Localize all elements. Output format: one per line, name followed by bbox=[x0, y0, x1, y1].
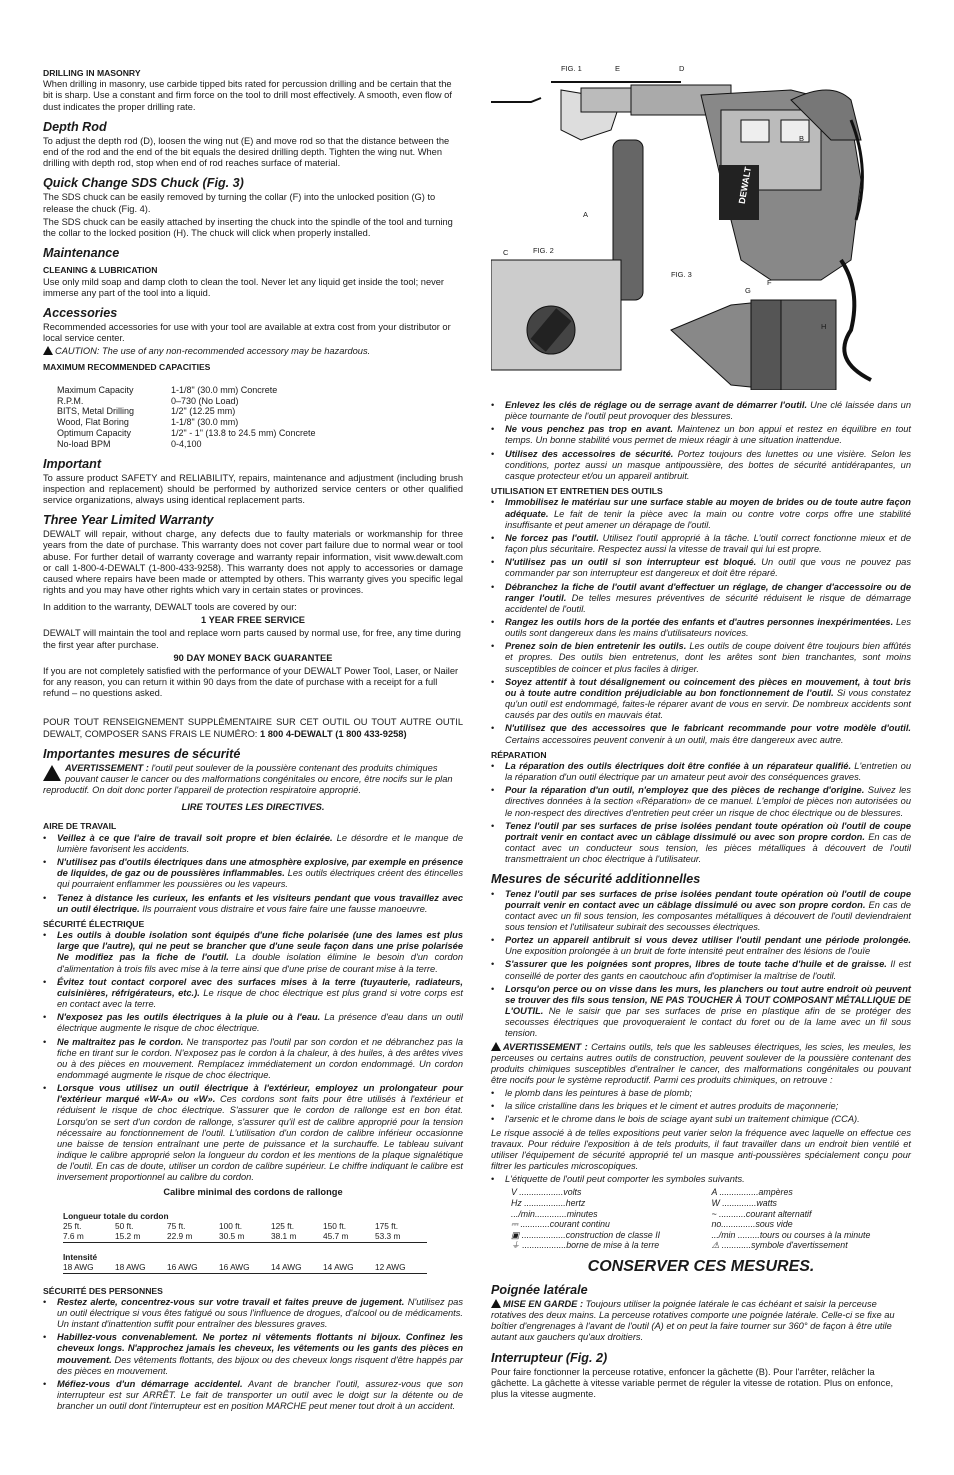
list-item: • Ne maltraitez pas le cordon. Ne transportez pas l'outil par son cordon et ne débranchez pas la fiche en tirant sur le cordon. N'exposez pas le cordon à la chaleur, à des huiles, à des arêtes vives ou à des pièces en mouvement. Remplacez immédiatement un cordon endommagé. Un cordon endommagé augmente le risque de choc électrique. bbox=[43, 1037, 463, 1082]
conserver-heading: CONSERVER CES MESURES. bbox=[587, 1257, 815, 1275]
table-row: 25 ft. 50 ft. 75 ft. 100 ft. 125 ft. 150 ft. 175 ft. bbox=[63, 1220, 399, 1231]
section-heading: UTILISATION ET ENTRETIEN DES OUTILS bbox=[491, 486, 663, 497]
paragraph: MISE EN GARDE : Toujours utiliser la poignée latérale le cas échéant et saisir la perceuse rotatives des deux mains. La perceuse rotatives comporte une poignée latérale. Celle-ci se fixe au boîtier d'engrenages à l'avant de l'outil (A) et on peut la faire tourner sur 360° de façon à être utile autant aux gauchers qu'aux droitiers. bbox=[491, 1299, 895, 1343]
section-heading: Three Year Limited Warranty bbox=[43, 513, 214, 528]
callout-b: B bbox=[799, 134, 805, 143]
section-heading: AIRE DE TRAVAIL bbox=[43, 821, 117, 832]
callout-a: A bbox=[583, 210, 589, 219]
section-heading: SÉCURITÉ ÉLECTRIQUE bbox=[43, 918, 145, 929]
warning-icon bbox=[491, 1299, 501, 1308]
paragraph: Pour faire fonctionner la perceuse rotative, enfoncer la gâchette (B). Pour l'arrêter, relâcher la gâchette. La gâchette à vitesse variable permet de réguler la vitesse de rotation. Plus on enfonce, plus la vitesse augmente. bbox=[491, 1366, 894, 1400]
bullet-list bbox=[491, 761, 911, 865]
callout-h: H bbox=[821, 322, 827, 331]
paragraph: Recommended accessories for use with your tool are available at extra cost from your distributor or local service center. bbox=[43, 321, 451, 344]
list-item: • N'utilisez que des accessoires que le fabricant recommande pour votre modèle d'outil. Certains accessoires peuvent convenir à un outil, mais être dangereux avec autre. bbox=[491, 723, 911, 745]
callout-f: F bbox=[767, 278, 772, 287]
callout-d: D bbox=[679, 64, 685, 73]
list-item: • Lorsque vous utilisez un outil électrique à l'extérieur, employez un prolongateur pour l'extérieur marqué «W-A» ou «W». Ces cordons sont faits pour être utilisés à l'extérieur et réduisent le risque de choc électrique. S'assurer que le cordon de rallonge est en bon état. Lorsqu'on se sert d'un cordon de rallonge, s'assurer qu'il est de calibre approprié pour la tension nécessaire au fonctionnement de l'outil. L'utilisation d'un cordon de calibre inférieur occasionne une baisse de tension entraînant une perte de puissance et la surchauffe. Le tableau suivant indique le calibre approprié selon la longueur du cordon et les mentions de la plaque signalétique de l'outil. En cas de doute, utiliser un cordon de calibre supérieur. Le chiffre indiquant le calibre est inversement proportionnel au calibre du cordon. bbox=[43, 1083, 463, 1183]
bullet-list bbox=[43, 1297, 463, 1413]
section-heading: LIRE TOUTES LES DIRECTIVES. bbox=[181, 802, 325, 813]
list-item: • Évitez tout contact corporel avec des surfaces mises à la terre (tuyauterie, radiateurs, cuisinières, réfrigérateurs, etc.). Le risque de choc électrique est plus grand si votre corps est en contact avec la terre. bbox=[43, 977, 463, 1010]
callout-c: C bbox=[503, 248, 509, 257]
section-heading: RÉPARATION bbox=[491, 749, 547, 760]
table-row: BITS, Metal Drilling 1/2" (12.25 mm) bbox=[57, 406, 236, 417]
bullet-list bbox=[43, 930, 463, 1183]
bullet-list bbox=[43, 833, 463, 915]
list-item: • Méfiez-vous d'un démarrage accidentel. Avant de brancher l'outil, assurez-vous que son interrupteur est sur ARRÊT. Le fait de transporter un outil avec le doigt sur la détente ou de brancher un outil dont l'interrupteur est en position MARCHE peut mener tout droit à un accident. bbox=[43, 1379, 463, 1412]
callout-g: G bbox=[745, 286, 751, 295]
list-item: • Les outils à double isolation sont équipés d'une fiche polarisée (une des lames est plus large que l'autre), qui ne peut se brancher que d'une seule façon dans une prise polarisée Ne modifiez pas la fiche de l'outil. La double isolation élimine le besoin d'un cordon d'alimentation à trois fils avec mise à la terre ainsi que d'une prise de courant mise à la terre. bbox=[43, 930, 463, 975]
left-column bbox=[43, 64, 463, 1414]
list-item: • la silice cristalline dans les briques et le ciment et autres produits de maçonnerie; bbox=[491, 1101, 911, 1112]
list-item: • Portez un appareil antibruit si vous devez utiliser l'outil pendant une période prolongée. Une exposition prolongée à un bruit de forte intensité peut entraîner des lésions de l'ouïe bbox=[491, 935, 911, 957]
table-row: Hz .................hertz W ..............watts bbox=[511, 1197, 777, 1208]
list-item: • Lorsqu'on perce ou on visse dans les murs, les planchers ou tout autre endroit où peuvent se trouver des fils sous tension, NE PAS TOUCHER À TOUT COMPOSANT MÉTALLIQUE DE L'OUTIL. Ne le saisir que par ses surfaces de prise en plastique afin de se protéger des secousses électriques que provoqueraient le contact du foret ou de la lame avec un fil sous tension. bbox=[491, 984, 911, 1040]
bullet-list bbox=[491, 1088, 911, 1125]
fig3-label: FIG. 3 bbox=[671, 270, 692, 279]
table-row: ⎓ ............courant continu no..............sous vide bbox=[511, 1219, 793, 1230]
brand-logo-text: DEWALT bbox=[736, 166, 754, 205]
list-item: • Immobilisez le matériau sur une surface stable au moyen de brides ou de toute autre façon adéquate. Le fait de tenir la pièce avec la main ou contre votre corps offre une stabilité insuffisante et peut amener un dérapage de l'outil. bbox=[491, 497, 911, 530]
section-heading: Important bbox=[43, 456, 102, 471]
section-heading: Depth Rod bbox=[43, 119, 107, 134]
list-item: • Pour la réparation d'un outil, n'employez que des pièces de rechange d'origine. Suivez les directives données à la section «Réparation» de ce manuel. L'emploi de pièces non autorisées ou le non-respect des directives d'entretien peut créer un risque de choc électrique ou de blessures. bbox=[491, 785, 911, 818]
paragraph: In addition to the warranty, DEWALT tools are covered by our: bbox=[43, 602, 297, 613]
table-row: 18 AWG 18 AWG 16 AWG 16 AWG 14 AWG 14 AWG 12 AWG bbox=[63, 1261, 406, 1272]
section-heading: 1 YEAR FREE SERVICE bbox=[200, 615, 306, 626]
paragraph: Use only mild soap and damp cloth to clean the tool. Never let any liquid get inside the tool; never immerse any part of the tool into a liquid. bbox=[43, 276, 445, 298]
section-heading: Maintenance bbox=[43, 246, 120, 261]
list-item: • Débranchez la fiche de l'outil avant d'effectuer un réglage, de changer d'accessoire ou de ranger l'outil. De telles mesures préventives de sécurité réduisent le risque de démarrage accidentel de l'outil. bbox=[491, 582, 911, 615]
list-item: • Restez alerte, concentrez-vous sur votre travail et faites preuve de jugement. N'utilisez pas un outil électrique si vous êtes fatigué ou sous l'influence de drogues, d'alcool ou de médicaments. Un instant d'inattention suffit pour entraîner des blessures graves. bbox=[43, 1297, 463, 1330]
caution-line: CAUTION: The use of any non-recommended accessory may be hazardous. bbox=[43, 346, 463, 357]
bullet-list bbox=[491, 400, 911, 482]
list-item: • Tenez l'outil par ses surfaces de prise isolées pendant toute opération où l'outil de coupe pourrait venir en contact avec un câblage dissimulé ou avec son propre cordon. En cas de contact avec un fil sous tension, les composantes métalliques à découvert de l'outil deviendraient sous tension et l'utilisateur subirait des secousses électriques. bbox=[491, 889, 911, 934]
table-row: ▣ ..................construction de classe II .../min .........tours ou courses à la minute bbox=[511, 1229, 871, 1240]
paragraph: To assure product SAFETY and RELIABILITY, repairs, maintenance and adjustment (including brush inspection and replacement) should be performed by authorized service centers or other qualified service organizations, always using identical replacement parts. bbox=[43, 472, 463, 505]
paragraph: DEWALT will maintain the tool and replace worn parts caused by normal use, for free, any time during the first year after purchase. bbox=[43, 628, 461, 650]
cord-table bbox=[63, 1212, 463, 1274]
list-item: • N'utilisez pas un outil si son interrupteur est bloqué. Un outil que vous ne pouvez pas commander par son interrupteur est dangereux et doit être réparé. bbox=[491, 557, 911, 579]
warning-paragraph: AVERTISSEMENT : l'outil peut soulever de la poussière contenant des produits chimiques pouvant causer le cancer ou des malformations congénitales ou encore, être nocifs sur le plan reproductif. On doit donc porter l'appareil de protection respiratoire approprié. bbox=[43, 762, 453, 796]
section-heading: SÉCURITÉ DES PERSONNES bbox=[43, 1285, 163, 1296]
paragraph: DEWALT will repair, without charge, any defects due to faulty materials or workmanship for three years from the date of purchase. This warranty does not cover part failure due to normal wear or tool abuse. For further detail of warranty coverage and warranty repair information, visit www.dewalt.com or call 1-800-4-DEWALT (1-800-433-9258). This warranty does not apply to accessories or damage caused where repairs have been made or attempted by others. This warranty gives you specific legal rights and you may have other rights which vary in certain states or provinces. bbox=[43, 529, 463, 595]
list-item: • l'arsenic et le chrome dans le bois de sciage ayant subi un traitement chimique (CCA). bbox=[491, 1114, 911, 1125]
list-item: • Habillez-vous convenablement. Ne portez ni vêtements flottants ni bijoux. Confinez les cheveux longs. N'approchez jamais les cheveux, les vêtements ou les gants des pièces en mouvement. Des vêtements flottants, des bijoux ou des cheveux longs risquent d'être happés par des pièces en mouvement. bbox=[43, 1332, 463, 1377]
section-heading: 90 DAY MONEY BACK GUARANTEE bbox=[173, 652, 333, 663]
cord-length-head: Longueur totale du cordon bbox=[63, 1210, 169, 1221]
capacity-table bbox=[43, 385, 321, 450]
section-heading: Importantes mesures de sécurité bbox=[43, 746, 241, 761]
symbol-table bbox=[511, 1187, 911, 1250]
bullet-list bbox=[491, 497, 911, 745]
section-heading: DRILLING IN MASONRY bbox=[43, 68, 141, 78]
section-heading: MAXIMUM RECOMMENDED CAPACITIES bbox=[43, 362, 211, 373]
list-item: • Soyez attentif à tout désalignement ou coincement des pièces en mouvement, à tout bris ou à toute autre condition préjudiciable au bon fonctionnement de l'outil. Si vous constatez qu'un outil est endommagé, faites-le réparer avant de vous en servir. De nombreux accidents sont causés par des outils en mauvais état. bbox=[491, 677, 911, 722]
table-row: .../min.............minutes ~ ...........courant alternatif bbox=[511, 1208, 812, 1219]
section-heading: Accessories bbox=[43, 305, 118, 320]
table-row: ⏚ ..................borne de mise à la terre ⚠ ............symbole d'avertissement bbox=[511, 1240, 848, 1251]
paragraph: When drilling in masonry, use carbide tipped bits rated for percussion drilling and be certain that the bit is sharp. Use a constant and firm force on the tool to drill most effectively. A smooth, even flow of dust indicates the proper drilling rate. bbox=[43, 79, 452, 112]
list-item: • S'assurer que les poignées sont propres, libres de toute tache d'huile et de graisse. Il est conseillé de porter des gants en caoutchouc afin d'optimiser la maîtrise de l'outil. bbox=[491, 959, 911, 981]
fig2-label: FIG. 2 bbox=[533, 246, 554, 255]
list-item: • Prenez soin de bien entretenir les outils. Les outils de coupe doivent être toujours bien affûtés et propres. Des outils bien entretenus, dont les arêtes sont bien tranchantes, sont moins susceptibles de coincer et plus faciles à diriger. bbox=[491, 641, 911, 674]
list-item: • le plomb dans les peintures à base de plomb; bbox=[491, 1088, 911, 1099]
section-heading: Mesures de sécurité additionnelles bbox=[491, 872, 701, 887]
list-item: • Veillez à ce que l'aire de travail soit propre et bien éclairée. Le désordre et le manque de lumière favorisent les accidents. bbox=[43, 833, 463, 855]
paragraph: If you are not completely satisfied with the performance of your DEWALT Power Tool, Laser, or Nailer for any reason, you can return it within 90 days from the date of purchase with a receipt for a full refund – no questions asked. bbox=[43, 665, 459, 699]
section-heading: Poignée latérale bbox=[491, 1282, 588, 1297]
list-item: • Ne vous penchez pas trop en avant. Maintenez un bon appui et restez en équilibre en tout temps. Un bonne stabilité vous permet de mieux réagir à une situation inattendue. bbox=[491, 424, 911, 446]
table-title: Calibre minimal des cordons de rallonge bbox=[163, 1186, 343, 1197]
section-heading: CLEANING & LUBRICATION bbox=[43, 265, 158, 276]
table-row: Wood, Flat Boring 1-1/8" (30.0 mm) bbox=[57, 417, 239, 428]
table-row: Maximum Capacity 1-1/8" (30.0 mm) Concrete bbox=[57, 384, 278, 395]
paragraph: POUR TOUT RENSEIGNEMENT SUPPLÉMENTAIRE SUR CET OUTIL OU TOUT AUTRE OUTIL DEWALT, COMPOSER SANS FRAIS LE NUMÉRO: 1 800 4-DEWALT (1 800 433-9258) bbox=[43, 717, 463, 739]
section-heading: Interrupteur (Fig. 2) bbox=[491, 1350, 608, 1365]
table-row: 7.6 m 15.2 m 22.9 m 30.5 m 38.1 m 45.7 m 53.3 m bbox=[63, 1232, 427, 1242]
list-item: • N'utilisez pas d'outils électriques dans une atmosphère explosive, par exemple en présence de liquides, de gaz ou de poussières inflammables. Les outils électriques créent des étincelles qui pourraient enflammer les poussières ou les vapeurs. bbox=[43, 857, 463, 890]
paragraph: Le risque associé à de telles expositions peut varier selon la fréquence avec laquelle on effectue ces travaux. Pour réduire l'exposition à de tels produits, il faut travailler dans un endroit bien ventilé et utiliser l'équipement de sécurité approprié tel un masque anti-poussières spécialement conçu pour filtrer les particules microscopiques. bbox=[491, 1127, 911, 1172]
warning-paragraph: AVERTISSEMENT : Certains outils, tels que les sableuses électriques, les scies, les meules, les perceuses ou certains autres outils de construction, peuvent soulever de la poussière contenant des produits chimiques susceptibles d'entraîner le cancer, des malformations congénitales ou pouvant être nocifs pour le système reproductif. Parmi ces produits chimiques, on retrouve : bbox=[491, 1041, 911, 1086]
bullet-list bbox=[491, 889, 911, 1040]
drill-illustration bbox=[491, 60, 911, 390]
table-row: V ..................volts A ................ampères bbox=[511, 1187, 793, 1198]
warning-icon bbox=[43, 765, 61, 781]
callout-e: E bbox=[615, 64, 621, 73]
right-column bbox=[491, 400, 911, 1402]
table-row: R.P.M. 0–730 (No Load) bbox=[57, 395, 239, 406]
list-item: • N'exposez pas les outils électriques à la pluie ou à l'eau. La présence d'eau dans un outil électrique augmente le risque de choc électrique. bbox=[43, 1012, 463, 1034]
paragraph: The SDS chuck can be easily removed by turning the collar (F) into the unlocked position (G) to release the chuck (Fig. 4). bbox=[43, 192, 436, 214]
list-item: • Tenez à distance les curieux, les enfants et les visiteurs pendant que vous travaillez avec un outil électrique. Ils pourraient vous distraire et vous faire faire une fausse manoeuvre. bbox=[43, 893, 463, 915]
table-row: Optimum Capacity 1/2" - 1" (13.8 to 24.5 mm) Concrete bbox=[57, 427, 316, 438]
list-item: • Utilisez des accessoires de sécurité. Portez toujours des lunettes ou une visière. Selon les conditions, portez aussi un masque antipoussière, des bottes de sécurité antidérapantes, un casque protecteur et/ou un appareil antibruit. bbox=[491, 449, 911, 482]
list-item: • Rangez les outils hors de la portée des enfants et d'autres personnes inexpérimentées. Les outils sont dangereux dans les mains d'utilisateurs novices. bbox=[491, 617, 911, 639]
list-item: • Enlevez les clés de réglage ou de serrage avant de démarrer l'outil. Une clé laissée dans un pièce tournante de l'outil peut provoquer des blessures. bbox=[491, 400, 911, 422]
warning-icon bbox=[491, 1042, 501, 1051]
list-item: • L'étiquette de l'outil peut comporter les symboles suivants. bbox=[491, 1174, 911, 1185]
fig1-label: FIG. 1 bbox=[561, 64, 582, 73]
warning-icon bbox=[43, 346, 53, 355]
list-item: • Ne forcez pas l'outil. Utilisez l'outil approprié à la tâche. L'outil correct fonctionne mieux et de façon plus sécuritaire. Respectez aussi la vitesse de travail qui lui est propre. bbox=[491, 533, 911, 555]
paragraph: The SDS chuck can be easily attached by inserting the chuck into the spindle of the tool and turning the collar to the locked position (H). The chuck will click when properly installed. bbox=[43, 216, 453, 238]
table-row: No-load BPM 0-4,100 bbox=[57, 438, 202, 449]
paragraph: To adjust the depth rod (D), loosen the wing nut (E) and move rod so that the distance between the end of the rod and the end of the bit equals the desired drilling depth. Tighten the wing nut. When drilling with depth rod, stop when end of rod reaches surface of material. bbox=[43, 135, 450, 169]
bullet-list bbox=[491, 1174, 911, 1185]
cord-int-head: Intensité bbox=[63, 1251, 98, 1262]
figures-area bbox=[491, 60, 911, 390]
list-item: • La réparation des outils électriques doit être confiée à un réparateur qualifié. L'entretien ou la réparation d'un outil électrique par un amateur peut avoir des conséquences graves. bbox=[491, 761, 911, 783]
section-heading: Quick Change SDS Chuck (Fig. 3) bbox=[43, 176, 244, 191]
list-item: • Tenez l'outil par ses surfaces de prise isolées pendant toute opération où l'outil de coupe portrait venir en contact avec un câblage dissimulé ou avec son propre cordon. En cas de contact avec un conducteur sous tension, les pièces métalliques à découvert de l'outil transmettraient un choc électrique à l'utilisateur. bbox=[491, 821, 911, 866]
